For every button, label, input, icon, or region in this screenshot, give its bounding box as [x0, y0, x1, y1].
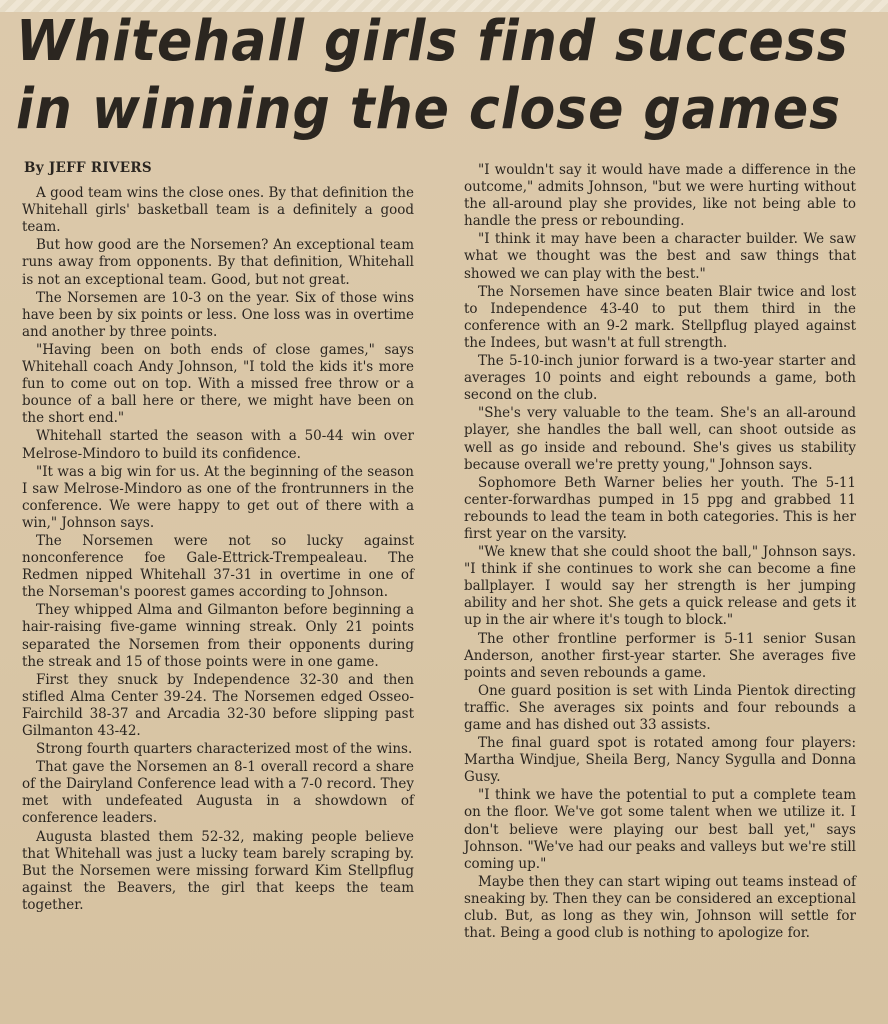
byline: By JEFF RIVERS: [24, 160, 152, 176]
paragraph: Maybe then they can start wiping out teams instead of sneaking by. Then they can be considered an exceptional club. But, as long as they win, Johnson will settle for that. Being a good club is nothing to apologize for.: [464, 873, 856, 942]
paragraph: The Norsemen have since beaten Blair twice and lost to Independence 43-40 to put them third in the conference with an 9-2 mark. Stellpflug played against the Indees, but wasn't at full strength.: [464, 283, 856, 351]
paragraph: "I think we have the potential to put a complete team on the floor. We've got some talent when we utilize it. I don't believe were playing our best ball yet," says Johnson. "We've had our peaks and valleys but we're still coming up.": [464, 787, 856, 872]
paragraph: The other frontline performer is 5-11 senior Susan Anderson, another first-year starter. She averages five points and seven rebounds a game.: [464, 630, 856, 681]
paragraph: "I wouldn't say it would have made a difference in the outcome," admits Johnson, "but we were hurting without the all-around play she provides, like not being able to handle the press or rebounding.: [464, 162, 856, 230]
paragraph: That gave the Norsemen an 8-1 overall record a share of the Dairyland Conference lead with a 7-0 record. They met with undefeated Augusta in a showdown of conference leaders.: [22, 759, 414, 827]
paragraph: Augusta blasted them 52-32, making people believe that Whitehall was just a lucky team barely scraping by. But the Norsemen were missing forward Kim Stellpflug against the Beavers, the girl that keeps the team together.: [22, 828, 414, 913]
paragraph: A good team wins the close ones. By that definition the Whitehall girls' basketball team is a definitely a good team.: [22, 185, 414, 236]
paragraph: Whitehall started the season with a 50-44 win over Melrose-Mindoro to build its confidence.: [22, 428, 414, 462]
paragraph: The 5-10-inch junior forward is a two-year starter and averages 10 points and eight rebounds a game, both second on the club.: [464, 353, 856, 404]
paragraph: But how good are the Norsemen? An exceptional team runs away from opponents. By that definition, Whitehall is not an exceptional team. Good, but not great.: [22, 237, 414, 288]
paragraph: The Norsemen were not so lucky against nonconference foe Gale-Ettrick-Trempealeau. The Redmen nipped Whitehall 37-31 in overtime in one of the Norseman's poorest games according to Johnson.: [22, 532, 414, 601]
paragraph: "She's very valuable to the team. She's an all-around player, she handles the ball well, can shoot outside as well as go inside and rebound. She's gives us stability because overall we're pretty young," Johnson says.: [464, 405, 856, 473]
paragraph: The final guard spot is rotated among four players: Martha Windjue, Sheila Berg, Nancy Sygulla and Donna Gusy.: [464, 735, 856, 786]
headline-line-2: in winning the close games: [16, 77, 842, 142]
paragraph: "Having been on both ends of close games," says Whitehall coach Andy Johnson, "I told the kids it's more fun to come out on top. With a missed free throw or a bounce of a ball here or there, we might have been on the short end.": [22, 341, 414, 427]
headline: [16, 8, 849, 144]
paragraph: First they snuck by Independence 32-30 and then stifled Alma Center 39-24. The Norsemen edged Osseo-Fairchild 38-37 and Arcadia 32-30 before slipping past Gilmanton 43-42.: [22, 671, 414, 739]
paragraph: "We knew that she could shoot the ball," Johnson says. "I think if she continues to work she can become a fine ballplayer. I would say her strength is her jumping ability and her shot. She gets a quick release and gets it up in the air where it's tough to block.": [464, 544, 856, 629]
paragraph: "I think it may have been a character builder. We saw what we thought was the best and saw things that showed we can play with the best.": [464, 231, 856, 282]
paragraph: Strong fourth quarters characterized most of the wins.: [36, 741, 413, 758]
paragraph: The Norsemen are 10-3 on the year. Six of those wins have been by six points or less. One loss was in overtime and another by three points.: [22, 289, 414, 340]
paragraph: One guard position is set with Linda Pientok directing traffic. She averages six points and four rebounds a game and has dished out 33 assists.: [464, 682, 856, 733]
paragraph: They whipped Alma and Gilmanton before beginning a hair-raising five-game winning streak. Only 21 points separated the Norsemen from their opponents during the streak and 15 of those points were in one game.: [22, 602, 414, 670]
article-column-left: [22, 158, 414, 914]
paragraph: Sophomore Beth Warner belies her youth. The 5-11 center-forwardhas pumped in 15 ppg and grabbed 11 rebounds to lead the team in both categories. This is her first year on the varsity.: [464, 474, 856, 542]
headline-line-1: Whitehall girls find success: [16, 9, 849, 74]
article-column-right: [464, 162, 856, 942]
paragraph: "It was a big win for us. At the beginning of the season I saw Melrose-Mindoro as one of the frontrunners in the conference. We were happy to get out of there with a win," Johnson says.: [22, 463, 414, 531]
